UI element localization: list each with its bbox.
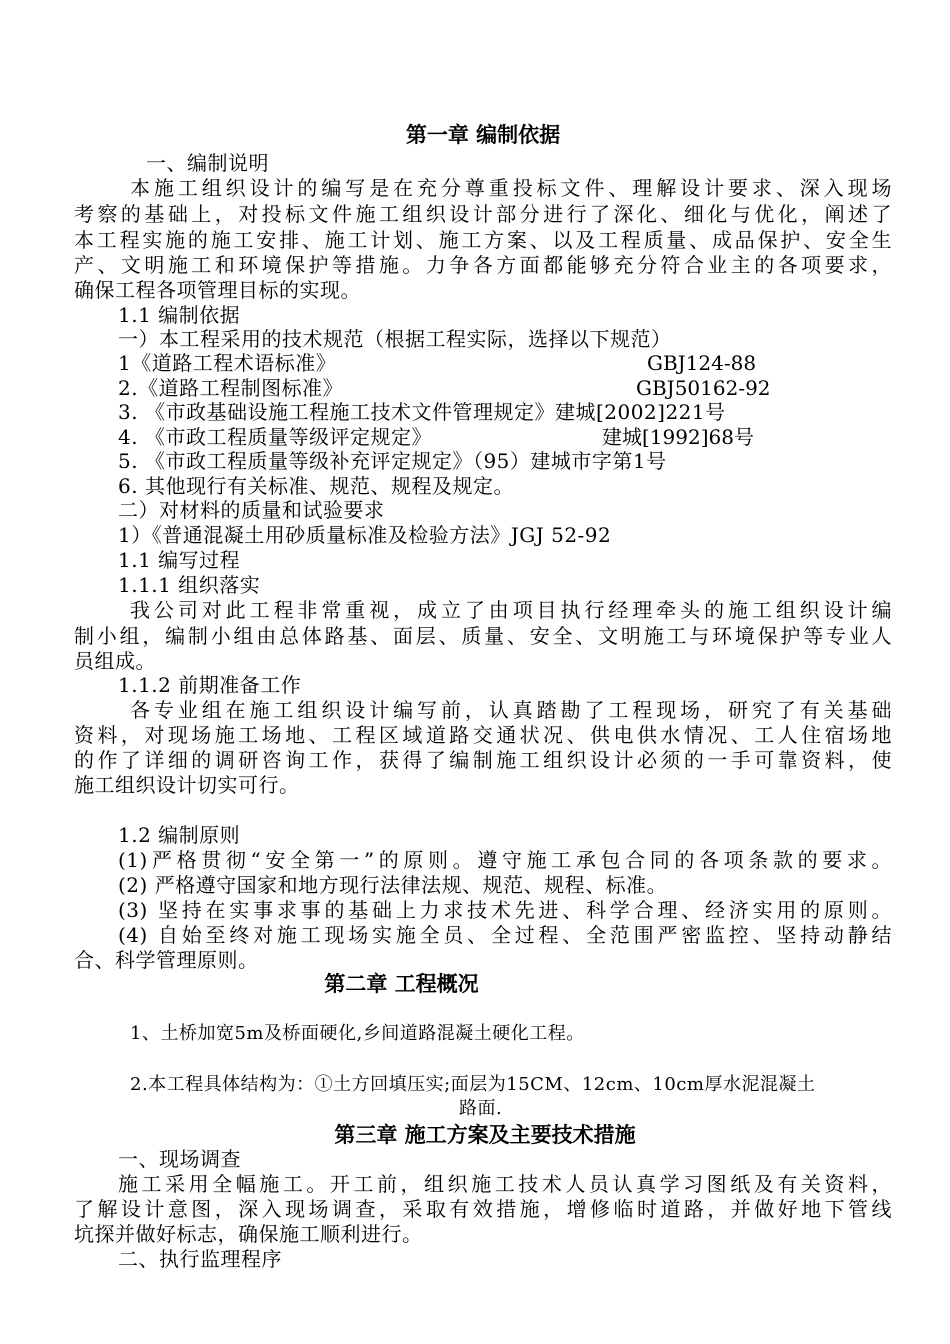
section-heading-principles: 1.2 编制原则 (118, 823, 241, 847)
section-heading-process: 1.1 编写过程 (118, 548, 241, 572)
material-item: 1）《普通混凝土用砂质量标准及检验方法》JGJ 52-92 (118, 523, 612, 547)
material-intro: 二）对材料的质量和试验要求 (118, 498, 385, 522)
para-line: 确保工程各项管理目标的实现。 (74, 278, 361, 302)
para-line: 各专业组在施工组织设计编写前，认真踏勘了工程现场，研究了有关基础 (130, 698, 892, 722)
spec-name: 4. 《市政工程质量等级评定规定》 (118, 425, 432, 449)
spec-name: 1《道路工程术语标准》 (118, 351, 337, 375)
para-line: 产、文明施工和环境保护等措施。力争各方面都能够充分符合业主的各项要求， (74, 253, 892, 277)
para-line: 了解设计意图，深入现场调查，采取有效措施，增修临时道路，并做好地下管线 (74, 1197, 892, 1221)
overview-item: 1、土桥加宽5m及桥面硬化,乡间道路混凝土硬化工程。 (130, 1023, 585, 1044)
principle-item: (3) 坚持在实事求事的基础上力求技术先进、科学合理、经济实用的原则。 (118, 898, 892, 922)
para-line: 员组成。 (74, 649, 156, 673)
spec-item (118, 375, 936, 401)
para-line: 坑探并做好标志，确保施工顺利进行。 (74, 1222, 423, 1246)
para-line: 本施工组织设计的编写是在充分尊重投标文件、理解设计要求、深入现场 (130, 176, 892, 200)
spec-item: 3. 《市政基础设施工程施工技术文件管理规定》建城[2002]221号 (118, 400, 726, 424)
chapter-3-title: 第三章 施工方案及主要技术措施 (334, 1123, 636, 1147)
spec-name: 2.《道路工程制图标准》 (118, 376, 344, 400)
overview-item: 2.本工程具体结构为：①土方回填压实;面层为15CM、12cm、10cm厚水泥混凝土 (130, 1074, 816, 1095)
spec-item (118, 350, 936, 376)
para-line: 本工程实施的施工安排、施工计划、施工方案、以及工程质量、成品保护、安全生 (74, 228, 892, 252)
chapter-2-title: 第二章 工程概况 (324, 972, 479, 996)
principle-item: 合、科学管理原则。 (74, 948, 259, 972)
spec-code: GBJ124-88 (647, 351, 757, 375)
principle-item: (2) 严格遵守国家和地方现行法律法规、规范、规程、标准。 (118, 873, 668, 897)
section-heading-explanation: 一、编制说明 (146, 151, 269, 175)
section-heading-survey: 一、现场调查 (118, 1147, 241, 1171)
para-line: 施工组织设计切实可行。 (74, 773, 300, 797)
para-line: 资料，对现场施工场地、工程区域道路交通状况、供电供水情况、工人住宿场地 (74, 723, 892, 747)
para-line: 的作了详细的调研咨询工作，获得了编制施工组织设计必须的一手可靠资料，使 (74, 748, 892, 772)
spec-item: 5. 《市政工程质量等级补充评定规定》（95）建城市字第1号 (118, 449, 667, 473)
principle-item: (1)严格贯彻“安全第一”的原则。遵守施工承包合同的各项条款的要求。 (118, 848, 892, 872)
section-heading-supervision: 二、执行监理程序 (118, 1247, 282, 1271)
para-line: 考察的基础上，对投标文件施工组织设计部分进行了深化、细化与优化，阐述了 (74, 202, 892, 226)
chapter-1-title: 第一章 编制依据 (405, 123, 561, 147)
para-line: 制小组，编制小组由总体路基、面层、质量、安全、文明施工与环境保护等专业人 (74, 624, 892, 648)
principle-item: (4) 自始至终对施工现场实施全员、全过程、全范围严密监控、坚持动静结 (118, 923, 892, 947)
spec-code: 建城[1992]68号 (602, 425, 754, 449)
overview-item-cont: 路面. (459, 1098, 503, 1119)
para-line: 我公司对此工程非常重视，成立了由项目执行经理牵头的施工组织设计编 (130, 598, 892, 622)
spec-item (118, 424, 936, 450)
section-heading-basis: 1.1 编制依据 (118, 303, 241, 327)
para-line: 施工采用全幅施工。开工前，组织施工技术人员认真学习图纸及有关资料， (118, 1172, 892, 1196)
spec-code: GBJ50162-92 (636, 376, 771, 400)
section-heading-preparation: 1.1.2 前期准备工作 (118, 673, 302, 697)
spec-item: 6. 其他现行有关标准、规范、规程及规定。 (118, 474, 514, 498)
section-heading-organize: 1.1.1 组织落实 (118, 573, 261, 597)
spec-intro: 一）本工程采用的技术规范（根据工程实际，选择以下规范） (118, 327, 672, 351)
